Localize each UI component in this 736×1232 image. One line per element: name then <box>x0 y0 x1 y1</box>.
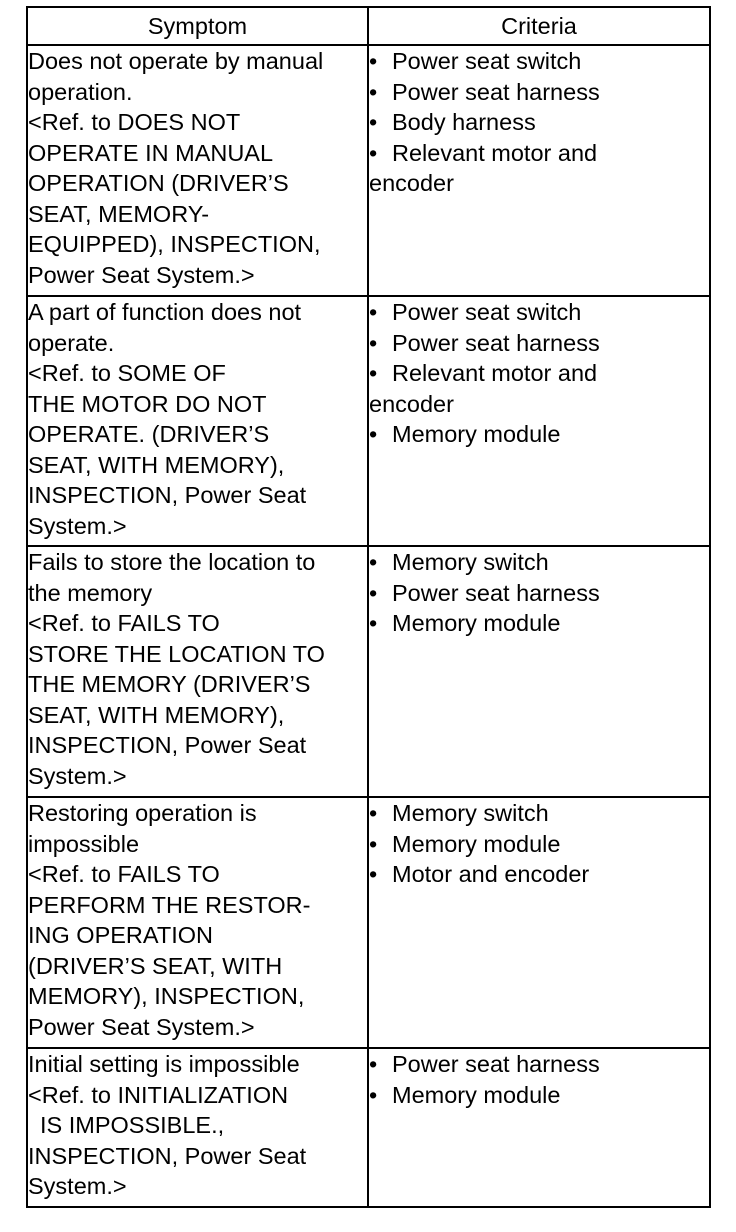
bullet-icon: • <box>369 329 378 356</box>
symptom-reference-line: PERFORM THE RESTOR- <box>28 891 311 918</box>
symptom-reference-line: INSPECTION, Power Seat <box>28 1142 307 1169</box>
bullet-icon: • <box>369 579 378 606</box>
bullet-icon: • <box>369 139 378 166</box>
symptom-reference-line: System.> <box>28 1173 127 1199</box>
criteria-item-label: Memory switch <box>392 800 549 826</box>
criteria-item <box>369 328 709 359</box>
criteria-item-continuation: encoder <box>369 170 454 196</box>
criteria-item <box>369 1080 709 1111</box>
bullet-icon: • <box>369 1081 378 1108</box>
symptom-reference-line: <Ref. to FAILS TO <box>28 861 220 887</box>
symptom-reference-line: <Ref. to FAILS TO <box>28 610 220 636</box>
criteria-item <box>369 608 709 639</box>
criteria-item-label: Body harness <box>392 109 536 135</box>
criteria-item-label: Power seat harness <box>392 1051 600 1077</box>
bullet-icon: • <box>369 1051 378 1077</box>
symptom-line: Does not operate by manual <box>28 48 324 74</box>
symptom-line: operate. <box>28 329 115 356</box>
symptom-line: A part of function does not <box>28 299 302 325</box>
symptom-reference-line: OPERATE. (DRIVER’S <box>28 421 270 447</box>
symptom-reference-line: THE MEMORY (DRIVER’S <box>28 671 311 697</box>
criteria-item <box>369 358 709 389</box>
criteria-item-label: Memory module <box>392 610 561 636</box>
bullet-icon: • <box>369 830 378 857</box>
criteria-item-label: Memory module <box>392 421 561 447</box>
criteria-item <box>369 297 709 328</box>
symptom-reference-line: <Ref. to INITIALIZATION <box>28 1081 289 1108</box>
bullet-icon: • <box>369 299 378 325</box>
bullet-icon: • <box>369 549 378 575</box>
symptom-reference-line: ING OPERATION <box>28 922 213 948</box>
symptom-reference-line: INSPECTION, Power Seat <box>28 482 307 508</box>
symptom-line: Initial setting is impossible <box>28 1051 300 1077</box>
symptom-reference-line: OPERATION (DRIVER’S <box>28 170 289 196</box>
criteria-item-label: Memory switch <box>392 549 549 575</box>
bullet-icon: • <box>369 48 378 74</box>
bullet-icon: • <box>369 109 378 135</box>
criteria-item-label: Motor and encoder <box>392 861 590 887</box>
criteria-cell <box>368 1048 710 1207</box>
criteria-item-label: Power seat harness <box>392 78 600 105</box>
symptom-reference-line: System.> <box>28 512 127 539</box>
criteria-item-label: Memory module <box>392 830 561 857</box>
bullet-icon: • <box>369 421 378 447</box>
criteria-cell <box>368 45 710 296</box>
criteria-item <box>369 829 709 860</box>
bullet-icon: • <box>369 800 378 826</box>
criteria-item-label: Relevant motor and <box>392 139 598 166</box>
criteria-cell <box>368 296 710 546</box>
symptom-reference-line: INSPECTION, Power Seat <box>28 732 307 758</box>
symptom-cell <box>27 45 368 296</box>
criteria-cell <box>368 546 710 797</box>
bullet-icon: • <box>369 78 378 105</box>
criteria-item <box>369 798 709 829</box>
symptom-cell <box>27 797 368 1048</box>
symptom-reference-line: OPERATE IN MANUAL <box>28 139 274 166</box>
criteria-item <box>369 77 709 108</box>
symptom-reference-line: <Ref. to SOME OF <box>28 360 226 386</box>
criteria-cell <box>368 797 710 1048</box>
symptom-line: Restoring operation is <box>28 800 257 826</box>
diagnosis-table <box>26 6 711 1208</box>
symptom-cell <box>27 1048 368 1207</box>
symptom-cell <box>27 296 368 546</box>
symptom-reference-line: Power Seat System.> <box>28 1013 255 1040</box>
criteria-item-label: Power seat switch <box>392 299 582 325</box>
criteria-item <box>369 46 709 77</box>
symptom-cell <box>27 546 368 797</box>
table-row <box>27 546 710 797</box>
bullet-icon: • <box>369 861 378 887</box>
criteria-item <box>369 419 709 450</box>
bullet-icon: • <box>369 360 378 386</box>
symptom-reference-line: <Ref. to DOES NOT <box>28 109 241 135</box>
criteria-item <box>369 1049 709 1080</box>
criteria-item-label: Power seat harness <box>392 579 600 606</box>
table-header-row <box>27 7 710 45</box>
symptom-line: the memory <box>28 579 153 606</box>
symptom-line: operation. <box>28 78 133 105</box>
symptom-reference-line: System.> <box>28 762 127 789</box>
criteria-item-label: Memory module <box>392 1081 561 1108</box>
table-row <box>27 1048 710 1207</box>
symptom-reference-line: EQUIPPED), INSPECTION, <box>28 231 321 257</box>
symptom-reference-line: SEAT, WITH MEMORY), <box>28 701 285 728</box>
criteria-item-label: Power seat harness <box>392 329 600 356</box>
symptom-reference-line: SEAT, WITH MEMORY), <box>28 451 285 478</box>
table-row <box>27 797 710 1048</box>
criteria-item-label: Power seat switch <box>392 48 582 74</box>
criteria-item <box>369 859 709 890</box>
symptom-reference-line: Power Seat System.> <box>28 261 255 288</box>
criteria-column-header: Criteria <box>368 7 710 45</box>
criteria-item <box>369 547 709 578</box>
criteria-item <box>369 578 709 609</box>
criteria-item-continuation: encoder <box>369 390 454 417</box>
symptom-reference-line: (DRIVER’S SEAT, WITH <box>28 952 283 979</box>
criteria-item <box>369 107 709 138</box>
symptom-reference-line: THE MOTOR DO NOT <box>28 390 267 417</box>
criteria-item-label: Relevant motor and <box>392 360 598 386</box>
symptom-column-header: Symptom <box>27 7 368 45</box>
bullet-icon: • <box>369 610 378 636</box>
symptom-reference-line: IS IMPOSSIBLE., <box>40 1112 225 1138</box>
table-row <box>27 45 710 296</box>
symptom-line: Fails to store the location to <box>28 549 316 575</box>
table-row <box>27 296 710 546</box>
criteria-item <box>369 138 709 169</box>
symptom-reference-line: STORE THE LOCATION TO <box>28 640 325 667</box>
symptom-reference-line: SEAT, MEMORY- <box>28 200 210 227</box>
symptom-reference-line: MEMORY), INSPECTION, <box>28 983 305 1009</box>
symptom-line: impossible <box>28 830 140 857</box>
